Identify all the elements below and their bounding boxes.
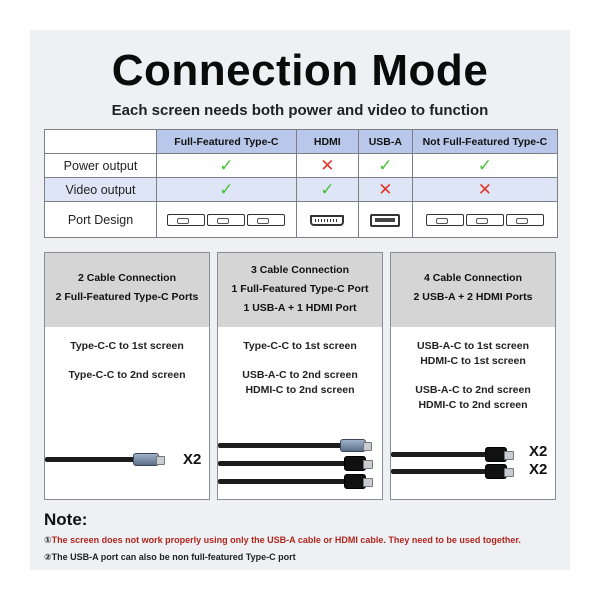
table-cell — [296, 154, 358, 178]
cable-icon — [391, 469, 487, 474]
column-header-usb-a: USB-A — [358, 130, 412, 154]
type-c-plug-icon — [133, 453, 159, 466]
table-cell-ports — [157, 202, 297, 238]
panel-header-line: 1 USB-A + 1 HDMI Port — [243, 302, 357, 314]
column-header-full-type-c: Full-Featured Type-C — [157, 130, 297, 154]
page-title: Connection Mode — [111, 46, 489, 95]
panel-instruction: USB-A-C to 1st screen — [416, 340, 530, 352]
cable-icon — [218, 479, 346, 484]
panel-header — [391, 253, 555, 327]
panel-header-line: 2 USB-A + 2 HDMI Ports — [413, 291, 533, 303]
type-c-port-icon — [247, 214, 285, 226]
connection-panel-4-cable — [390, 252, 556, 500]
panel-instruction: HDMI-C to 1st screen — [420, 355, 526, 367]
panel-body — [45, 339, 209, 383]
check-icon: ✓ — [219, 180, 234, 199]
cable-icon — [218, 461, 346, 466]
table-cell — [412, 154, 557, 178]
panel-header-line: 2 Full-Featured Type-C Ports — [55, 291, 199, 303]
cable-icon — [45, 457, 135, 462]
panel-instruction: Type-C-C to 1st screen — [243, 340, 357, 352]
cable-count-usb-a: X2 — [529, 443, 548, 460]
panel-header-line: 2 Cable Connection — [77, 272, 176, 284]
page-subtitle: Each screen needs both power and video to function — [111, 102, 489, 119]
panel-instruction: USB-A-C to 2nd screen — [415, 384, 531, 396]
type-c-port-icon — [167, 214, 205, 226]
table-cell-ports — [412, 202, 557, 238]
panel-instruction: HDMI-C to 2nd screen — [418, 399, 528, 411]
type-c-port-icon — [426, 214, 464, 226]
usb-a-plug-icon — [485, 447, 507, 462]
panel-header-line: 1 Full-Featured Type-C Port — [231, 283, 369, 295]
table-header-row — [45, 130, 558, 154]
note-item-2 — [44, 552, 296, 563]
cable-icon — [218, 443, 342, 448]
panel-instruction: Type-C-C to 1st screen — [70, 340, 184, 352]
panel-instruction: Type-C-C to 2nd screen — [68, 369, 186, 381]
check-icon: ✓ — [219, 156, 234, 175]
cable-count: X2 — [183, 451, 202, 468]
hdmi-plug-icon — [485, 464, 507, 479]
note-number: ① — [44, 535, 52, 545]
panel-header — [218, 253, 382, 327]
type-c-port-icon — [506, 214, 544, 226]
cable-icon — [391, 452, 487, 457]
type-c-plug-icon — [340, 439, 366, 452]
cable-count-hdmi: X2 — [529, 461, 548, 478]
cross-icon: ✕ — [320, 156, 335, 175]
row-label-video-output: Video output — [45, 178, 157, 202]
row-label-power-output: Power output — [45, 154, 157, 178]
table-cell — [358, 154, 412, 178]
product-infographic — [30, 30, 570, 570]
panel-header — [45, 253, 209, 327]
column-header-hdmi: HDMI — [296, 130, 358, 154]
note-text: The USB-A port can also be non full-featured Type-C port — [51, 552, 296, 562]
cross-icon: ✕ — [378, 180, 393, 199]
type-c-port-icon — [207, 214, 245, 226]
panel-body — [391, 339, 555, 413]
table-row-port-design — [45, 202, 558, 238]
panel-instruction: USB-A-C to 2nd screen — [242, 369, 358, 381]
note-item-1 — [44, 535, 521, 546]
table-cell-ports — [358, 202, 412, 238]
check-icon: ✓ — [477, 156, 493, 175]
usb-a-plug-icon — [344, 474, 366, 489]
table-row-video — [45, 178, 558, 202]
panel-header-line: 4 Cable Connection — [423, 272, 522, 284]
note-title: Note: — [44, 510, 88, 529]
row-label-port-design: Port Design — [45, 202, 157, 238]
connection-panel-3-cable — [217, 252, 383, 500]
comparison-table — [44, 129, 558, 238]
table-cell — [157, 154, 297, 178]
table-cell — [296, 178, 358, 202]
panel-body — [218, 339, 382, 398]
hdmi-plug-icon — [344, 456, 366, 471]
check-icon: ✓ — [378, 156, 393, 175]
table-corner-cell — [45, 130, 157, 154]
cross-icon: ✕ — [477, 180, 493, 199]
table-cell — [157, 178, 297, 202]
note-text: The screen does not work properly using only the USB-A cable or HDMI cable. They need to be used together. — [51, 535, 521, 545]
connection-panel-2-cable — [44, 252, 210, 500]
check-icon: ✓ — [320, 180, 335, 199]
panel-instruction: HDMI-C to 2nd screen — [245, 384, 355, 396]
usb-a-port-icon — [370, 214, 400, 227]
type-c-port-icon — [466, 214, 504, 226]
panel-header-line: 3 Cable Connection — [250, 264, 349, 276]
note-number: ② — [44, 552, 52, 562]
table-cell — [358, 178, 412, 202]
table-row-power — [45, 154, 558, 178]
hdmi-port-icon — [310, 215, 344, 226]
table-cell-ports — [296, 202, 358, 238]
column-header-not-full-type-c: Not Full-Featured Type-C — [412, 130, 557, 154]
table-cell — [412, 178, 557, 202]
